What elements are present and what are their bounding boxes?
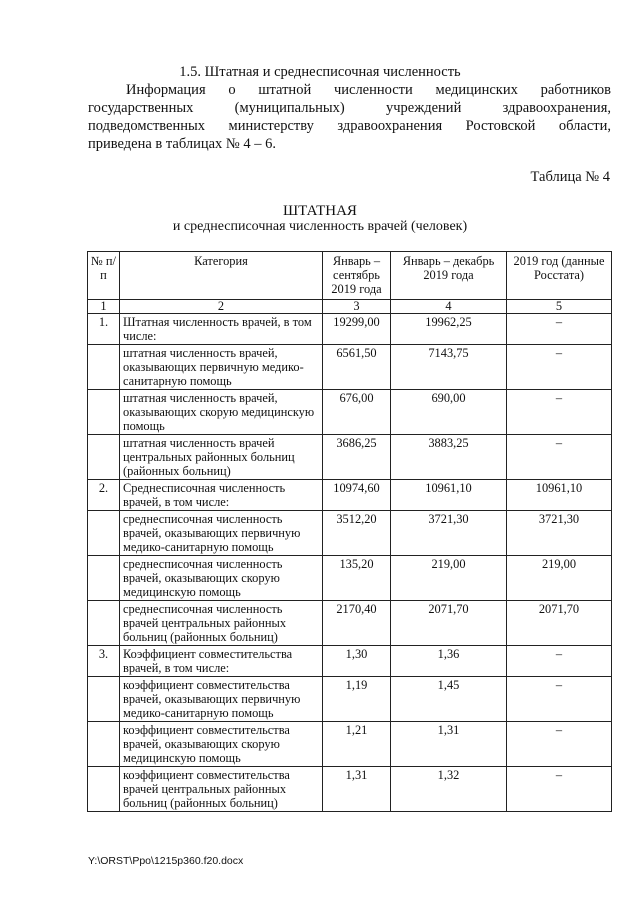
table-title: ШТАТНАЯ	[283, 203, 357, 219]
table-row	[88, 314, 612, 345]
row-category: коэффициент совместительства врачей центральных районных больниц (районных больниц)	[120, 767, 323, 812]
row-rosstat-value: –	[507, 646, 612, 677]
intro-line: Информация о штатной численности медицинских работников	[126, 82, 611, 98]
row-number	[88, 722, 120, 767]
row-jan-sep-value: 1,30	[323, 646, 391, 677]
row-number	[88, 390, 120, 435]
table-row	[88, 390, 612, 435]
row-rosstat-value: 10961,10	[507, 480, 612, 511]
table-row	[88, 556, 612, 601]
row-jan-dec-value: 3721,30	[391, 511, 507, 556]
row-category: коэффициент совместительства врачей, оказывающих первичную медико-санитарную помощь	[120, 677, 323, 722]
table-row	[88, 511, 612, 556]
header-num: № п/п	[88, 252, 120, 300]
column-number: 1	[88, 300, 120, 314]
intro-line: приведена в таблицах № 4 – 6.	[88, 136, 276, 152]
header-jan-dec: Январь – декабрь 2019 года	[391, 252, 507, 300]
row-jan-sep-value: 6561,50	[323, 345, 391, 390]
column-numbers-row	[88, 300, 612, 314]
header-category: Категория	[120, 252, 323, 300]
row-category: штатная численность врачей, оказывающих скорую медицинскую помощь	[120, 390, 323, 435]
row-jan-sep-value: 2170,40	[323, 601, 391, 646]
row-jan-sep-value: 1,19	[323, 677, 391, 722]
row-rosstat-value: –	[507, 677, 612, 722]
row-number	[88, 556, 120, 601]
row-number	[88, 345, 120, 390]
column-number: 2	[120, 300, 323, 314]
row-category: штатная численность врачей, оказывающих первичную медико-санитарную помощь	[120, 345, 323, 390]
row-jan-sep-value: 3512,20	[323, 511, 391, 556]
row-jan-dec-value: 690,00	[391, 390, 507, 435]
row-jan-dec-value: 1,32	[391, 767, 507, 812]
row-category: Коэффициент совместительства врачей, в том числе:	[120, 646, 323, 677]
row-jan-sep-value: 3686,25	[323, 435, 391, 480]
row-jan-sep-value: 1,31	[323, 767, 391, 812]
row-category: коэффициент совместительства врачей, оказывающих скорую медицинскую помощь	[120, 722, 323, 767]
table-row	[88, 722, 612, 767]
row-number	[88, 435, 120, 480]
table-row	[88, 601, 612, 646]
file-path-footer: Y:\ORST\Ppo\1215p360.f20.docx	[88, 855, 244, 867]
column-number: 3	[323, 300, 391, 314]
row-rosstat-value: –	[507, 767, 612, 812]
row-jan-dec-value: 219,00	[391, 556, 507, 601]
row-jan-sep-value: 135,20	[323, 556, 391, 601]
column-number: 4	[391, 300, 507, 314]
row-jan-dec-value: 10961,10	[391, 480, 507, 511]
table-subtitle: и среднесписочная численность врачей (человек)	[172, 219, 468, 234]
row-jan-sep-value: 1,21	[323, 722, 391, 767]
row-jan-sep-value: 10974,60	[323, 480, 391, 511]
row-category: среднесписочная численность врачей, оказывающих первичную медико-санитарную помощь	[120, 511, 323, 556]
row-rosstat-value: –	[507, 722, 612, 767]
table-row	[88, 435, 612, 480]
table-row	[88, 480, 612, 511]
header-rosstat: 2019 год (данные Росстата)	[507, 252, 612, 300]
row-jan-dec-value: 1,31	[391, 722, 507, 767]
row-category: Штатная численность врачей, в том числе:	[120, 314, 323, 345]
row-rosstat-value: 219,00	[507, 556, 612, 601]
row-number	[88, 767, 120, 812]
row-number	[88, 601, 120, 646]
row-jan-dec-value: 1,45	[391, 677, 507, 722]
row-jan-sep-value: 19299,00	[323, 314, 391, 345]
row-number: 3.	[88, 646, 120, 677]
table-number: Таблица № 4	[530, 169, 610, 185]
intro-line: подведомственных министерству здравоохранения Ростовской области,	[88, 118, 611, 134]
row-jan-dec-value: 1,36	[391, 646, 507, 677]
row-category: Среднесписочная численность врачей, в том числе:	[120, 480, 323, 511]
staffing-table	[87, 251, 612, 812]
section-heading: 1.5. Штатная и среднесписочная численность	[179, 64, 461, 80]
row-rosstat-value: 3721,30	[507, 511, 612, 556]
row-number: 2.	[88, 480, 120, 511]
row-jan-dec-value: 19962,25	[391, 314, 507, 345]
header-jan-sep: Январь – сентябрь 2019 года	[323, 252, 391, 300]
row-category: среднесписочная численность врачей центральных районных больниц (районных больниц)	[120, 601, 323, 646]
row-category: среднесписочная численность врачей, оказывающих скорую медицинскую помощь	[120, 556, 323, 601]
table-row	[88, 646, 612, 677]
row-rosstat-value: 2071,70	[507, 601, 612, 646]
row-jan-dec-value: 3883,25	[391, 435, 507, 480]
table-row	[88, 345, 612, 390]
table-row	[88, 677, 612, 722]
table-header-row	[88, 252, 612, 300]
row-rosstat-value: –	[507, 390, 612, 435]
row-jan-dec-value: 7143,75	[391, 345, 507, 390]
row-rosstat-value: –	[507, 345, 612, 390]
row-rosstat-value: –	[507, 435, 612, 480]
row-jan-dec-value: 2071,70	[391, 601, 507, 646]
row-number	[88, 511, 120, 556]
row-category: штатная численность врачей центральных районных больниц (районных больниц)	[120, 435, 323, 480]
row-number	[88, 677, 120, 722]
intro-line: государственных (муниципальных) учреждений здравоохранения,	[88, 100, 611, 116]
column-number: 5	[507, 300, 612, 314]
intro-paragraph	[88, 81, 611, 153]
row-number: 1.	[88, 314, 120, 345]
row-jan-sep-value: 676,00	[323, 390, 391, 435]
row-rosstat-value: –	[507, 314, 612, 345]
table-row	[88, 767, 612, 812]
